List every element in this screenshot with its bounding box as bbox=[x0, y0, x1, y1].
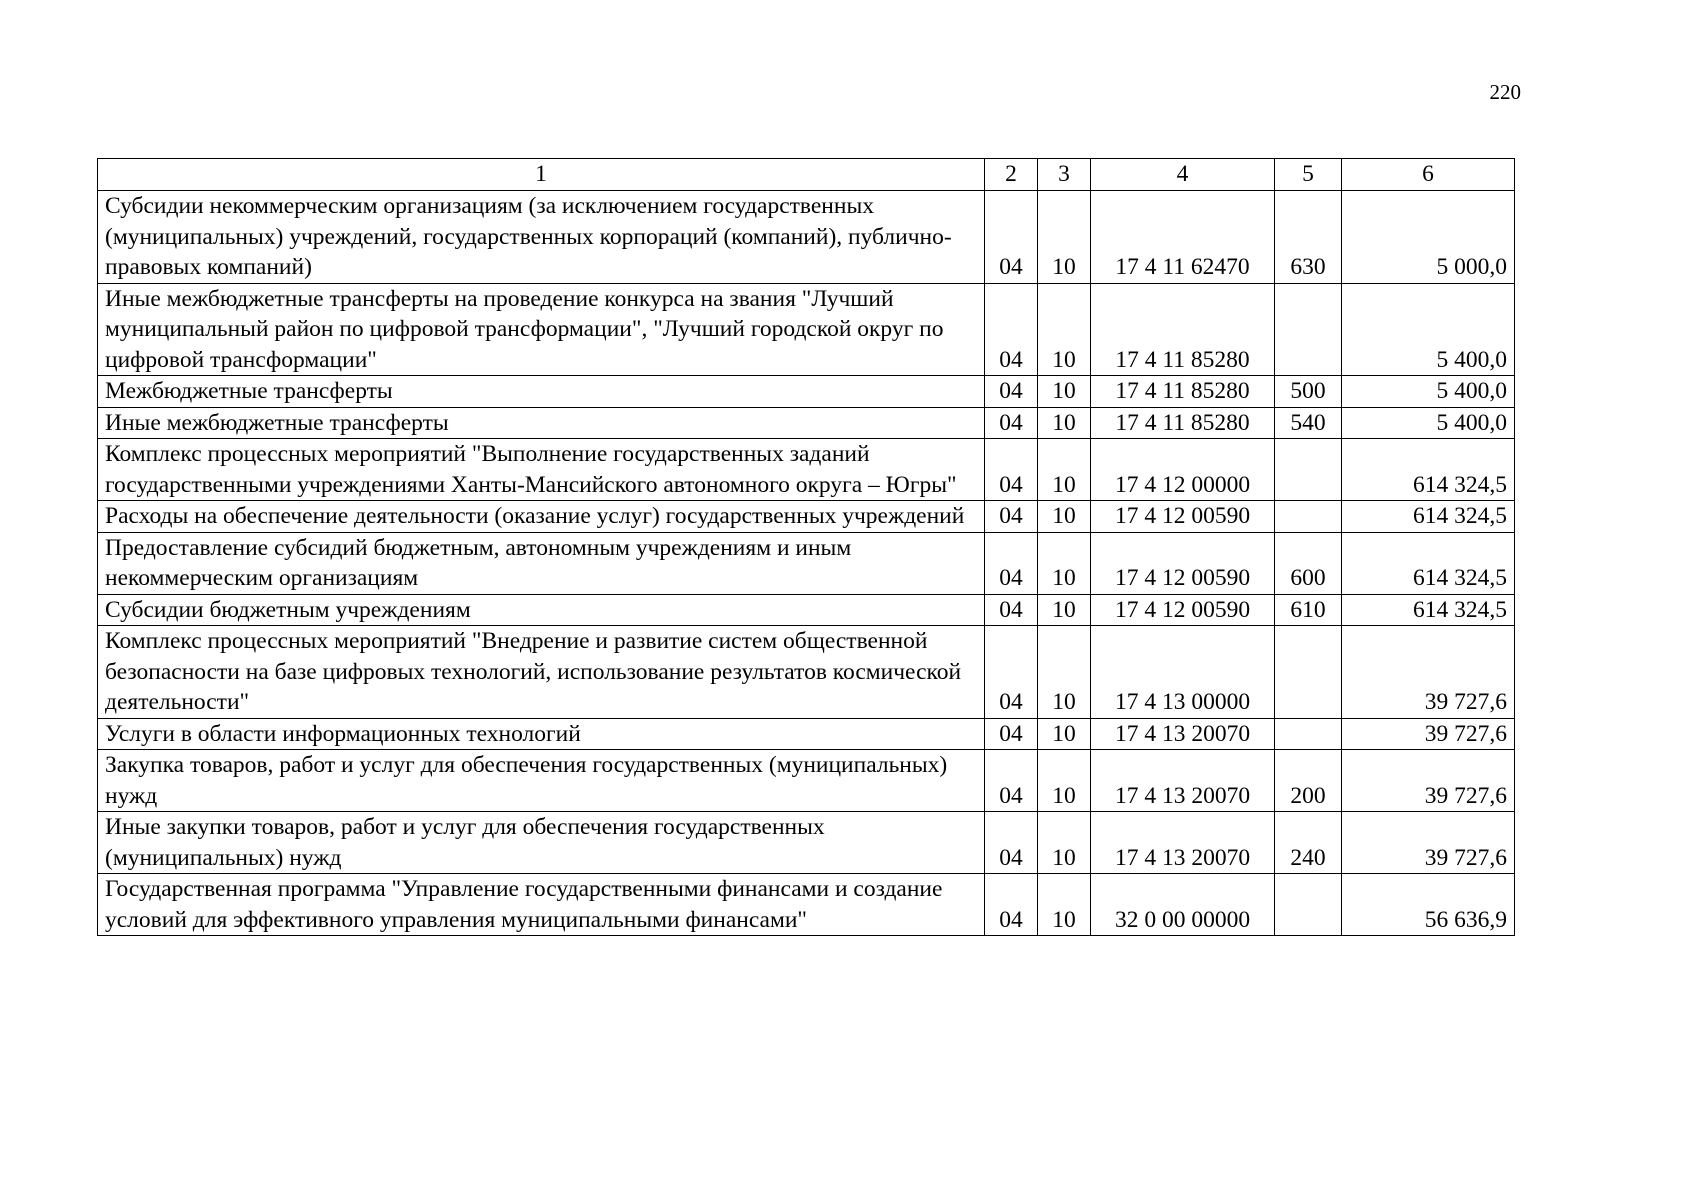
row-amount: 5 400,0 bbox=[1342, 283, 1515, 376]
table-row bbox=[98, 501, 1515, 533]
row-subsection: 10 bbox=[1038, 874, 1091, 936]
row-amount: 5 400,0 bbox=[1342, 376, 1515, 408]
row-name: Комплекс процессных мероприятий "Внедрение и развитие систем общественной безопасности на базе цифровых технологий, использование результатов космической деятельности" bbox=[98, 626, 985, 719]
row-subsection: 10 bbox=[1038, 501, 1091, 533]
row-name: Иные межбюджетные трансферты bbox=[98, 407, 985, 439]
row-subsection: 10 bbox=[1038, 594, 1091, 626]
row-name: Закупка товаров, работ и услуг для обеспечения государственных (муниципальных) нужд bbox=[98, 750, 985, 812]
row-target-article: 17 4 12 00590 bbox=[1091, 532, 1275, 594]
row-expense-type: 200 bbox=[1275, 750, 1342, 812]
row-name: Межбюджетные трансферты bbox=[98, 376, 985, 408]
column-header-subsection: 3 bbox=[1038, 159, 1091, 191]
row-section: 04 bbox=[985, 750, 1038, 812]
row-subsection: 10 bbox=[1038, 376, 1091, 408]
table-row bbox=[98, 718, 1515, 750]
row-name: Предоставление субсидий бюджетным, автономным учреждениям и иным некоммерческим организациям bbox=[98, 532, 985, 594]
row-name: Расходы на обеспечение деятельности (оказание услуг) государственных учреждений bbox=[98, 501, 985, 533]
row-amount: 39 727,6 bbox=[1342, 812, 1515, 874]
table-row bbox=[98, 376, 1515, 408]
row-section: 04 bbox=[985, 812, 1038, 874]
row-amount: 56 636,9 bbox=[1342, 874, 1515, 936]
table-row bbox=[98, 283, 1515, 376]
row-subsection: 10 bbox=[1038, 812, 1091, 874]
row-subsection: 10 bbox=[1038, 439, 1091, 501]
row-expense-type: 500 bbox=[1275, 376, 1342, 408]
row-target-article: 17 4 13 20070 bbox=[1091, 718, 1275, 750]
row-target-article: 17 4 11 85280 bbox=[1091, 407, 1275, 439]
row-target-article: 17 4 13 20070 bbox=[1091, 812, 1275, 874]
row-amount: 5 000,0 bbox=[1342, 191, 1515, 284]
row-target-article: 17 4 12 00000 bbox=[1091, 439, 1275, 501]
row-section: 04 bbox=[985, 594, 1038, 626]
row-name: Государственная программа "Управление государственными финансами и создание условий для эффективного управления муниципальными финансами" bbox=[98, 874, 985, 936]
row-section: 04 bbox=[985, 501, 1038, 533]
row-target-article: 17 4 11 85280 bbox=[1091, 376, 1275, 408]
row-subsection: 10 bbox=[1038, 283, 1091, 376]
row-subsection: 10 bbox=[1038, 407, 1091, 439]
row-section: 04 bbox=[985, 407, 1038, 439]
page-number: 220 bbox=[1489, 80, 1521, 104]
table-row bbox=[98, 191, 1515, 284]
row-subsection: 10 bbox=[1038, 626, 1091, 719]
row-amount: 39 727,6 bbox=[1342, 750, 1515, 812]
table-row bbox=[98, 532, 1515, 594]
row-section: 04 bbox=[985, 532, 1038, 594]
row-section: 04 bbox=[985, 718, 1038, 750]
row-expense-type bbox=[1275, 439, 1342, 501]
row-name: Комплекс процессных мероприятий "Выполнение государственных заданий государственными учреждениями Ханты-Мансийского автономного округа – Югры" bbox=[98, 439, 985, 501]
column-header-target-article: 4 bbox=[1091, 159, 1275, 191]
row-target-article: 17 4 13 00000 bbox=[1091, 626, 1275, 719]
row-subsection: 10 bbox=[1038, 750, 1091, 812]
row-target-article: 17 4 11 62470 bbox=[1091, 191, 1275, 284]
row-target-article: 17 4 12 00590 bbox=[1091, 594, 1275, 626]
row-amount: 614 324,5 bbox=[1342, 501, 1515, 533]
row-target-article: 32 0 00 00000 bbox=[1091, 874, 1275, 936]
column-header-name: 1 bbox=[98, 159, 985, 191]
row-expense-type: 600 bbox=[1275, 532, 1342, 594]
table-row bbox=[98, 626, 1515, 719]
row-expense-type: 610 bbox=[1275, 594, 1342, 626]
row-amount: 39 727,6 bbox=[1342, 718, 1515, 750]
row-section: 04 bbox=[985, 439, 1038, 501]
row-subsection: 10 bbox=[1038, 532, 1091, 594]
row-target-article: 17 4 13 20070 bbox=[1091, 750, 1275, 812]
column-header-expense-type: 5 bbox=[1275, 159, 1342, 191]
row-expense-type bbox=[1275, 874, 1342, 936]
row-target-article: 17 4 12 00590 bbox=[1091, 501, 1275, 533]
table-row bbox=[98, 874, 1515, 936]
row-expense-type bbox=[1275, 626, 1342, 719]
column-header-section: 2 bbox=[985, 159, 1038, 191]
row-name: Субсидии некоммерческим организациям (за исключением государственных (муниципальных) учреждений, государственных корпораций (компаний), публично-правовых компаний) bbox=[98, 191, 985, 284]
budget-table bbox=[97, 158, 1515, 936]
row-section: 04 bbox=[985, 283, 1038, 376]
row-section: 04 bbox=[985, 626, 1038, 719]
row-amount: 39 727,6 bbox=[1342, 626, 1515, 719]
row-expense-type bbox=[1275, 501, 1342, 533]
row-amount: 5 400,0 bbox=[1342, 407, 1515, 439]
row-amount: 614 324,5 bbox=[1342, 532, 1515, 594]
table-row bbox=[98, 407, 1515, 439]
row-target-article: 17 4 11 85280 bbox=[1091, 283, 1275, 376]
row-amount: 614 324,5 bbox=[1342, 594, 1515, 626]
table-row bbox=[98, 439, 1515, 501]
table-row bbox=[98, 594, 1515, 626]
row-section: 04 bbox=[985, 376, 1038, 408]
row-name: Услуги в области информационных технологий bbox=[98, 718, 985, 750]
column-header-amount: 6 bbox=[1342, 159, 1515, 191]
row-expense-type: 630 bbox=[1275, 191, 1342, 284]
table-row bbox=[98, 812, 1515, 874]
row-section: 04 bbox=[985, 191, 1038, 284]
row-expense-type bbox=[1275, 718, 1342, 750]
table-header-row bbox=[98, 159, 1515, 191]
row-name: Субсидии бюджетным учреждениям bbox=[98, 594, 985, 626]
row-name: Иные закупки товаров, работ и услуг для обеспечения государственных (муниципальных) нужд bbox=[98, 812, 985, 874]
row-amount: 614 324,5 bbox=[1342, 439, 1515, 501]
table-row bbox=[98, 750, 1515, 812]
row-expense-type: 240 bbox=[1275, 812, 1342, 874]
row-name: Иные межбюджетные трансферты на проведение конкурса на звания "Лучший муниципальный район по цифровой трансформации", "Лучший городской округ по цифровой трансформации" bbox=[98, 283, 985, 376]
row-expense-type bbox=[1275, 283, 1342, 376]
row-subsection: 10 bbox=[1038, 191, 1091, 284]
row-section: 04 bbox=[985, 874, 1038, 936]
row-subsection: 10 bbox=[1038, 718, 1091, 750]
row-expense-type: 540 bbox=[1275, 407, 1342, 439]
